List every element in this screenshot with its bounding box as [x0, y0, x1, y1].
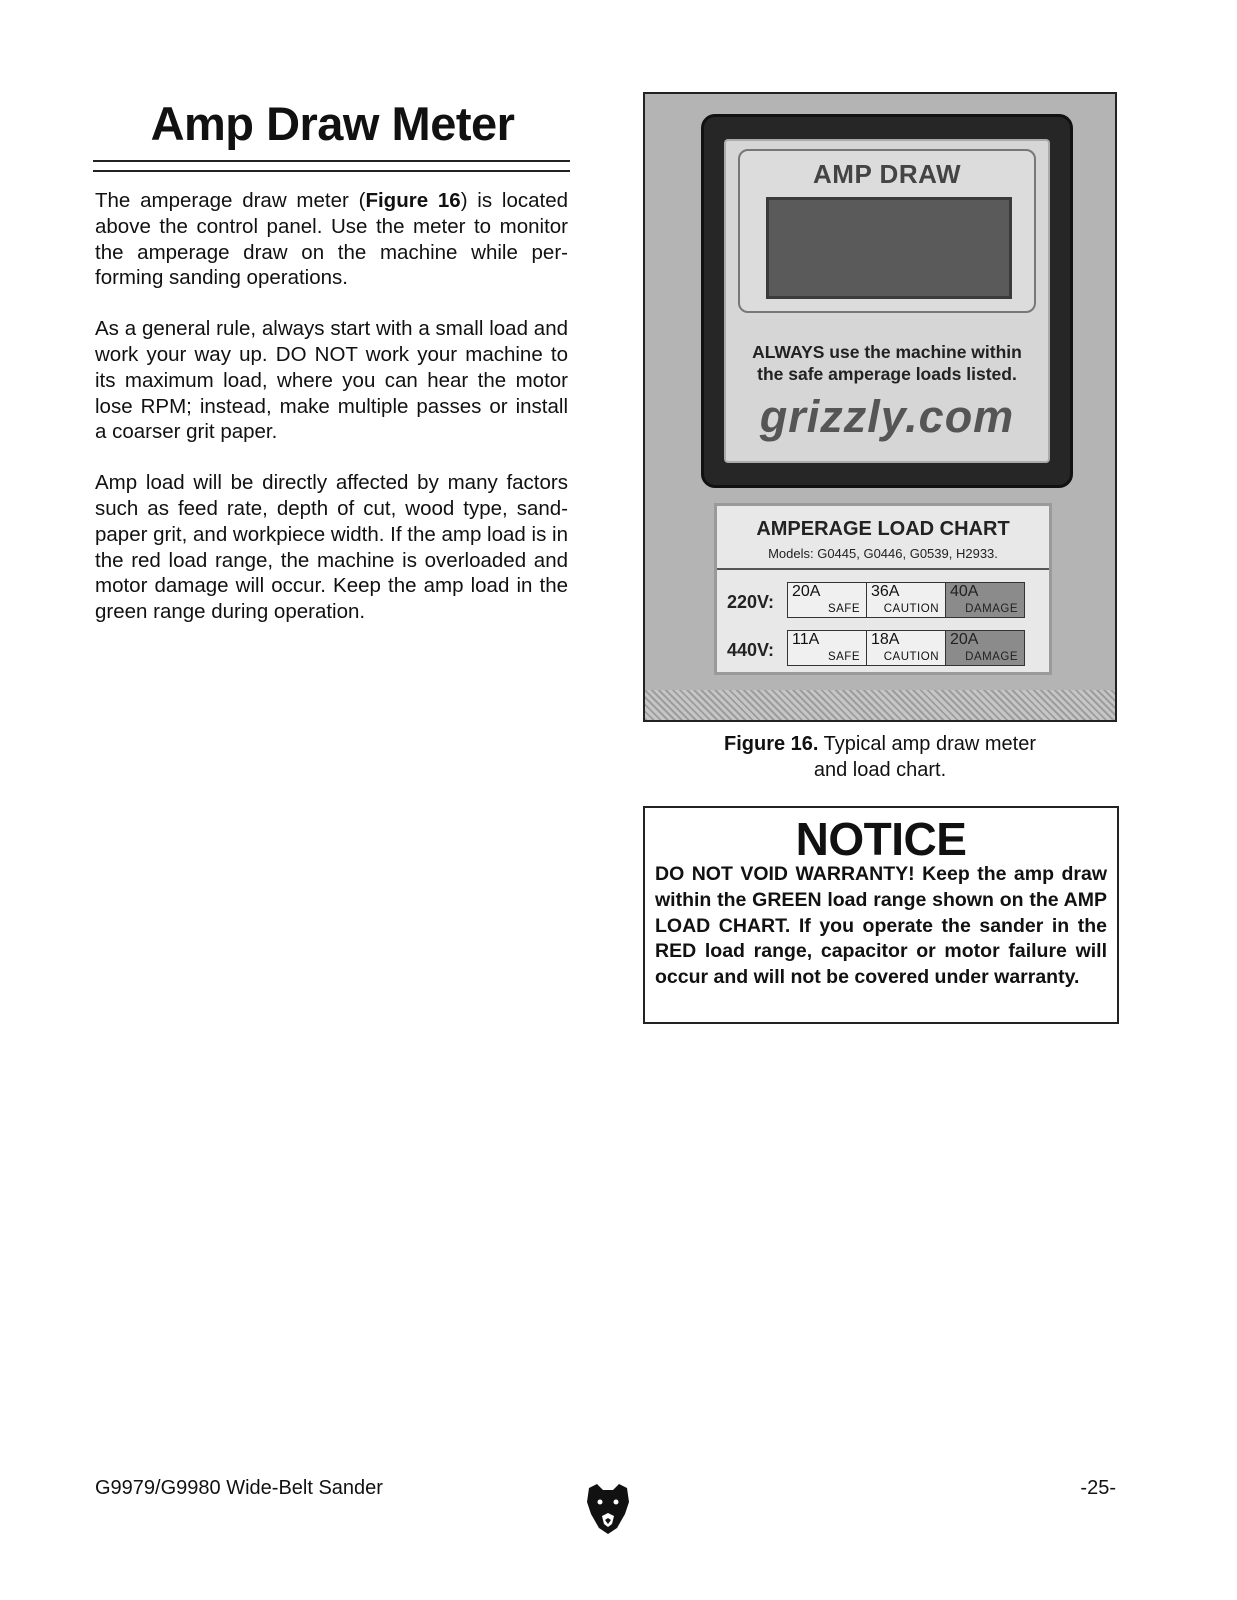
caption-label: Figure 16.: [724, 733, 819, 755]
title-rule-top: [93, 160, 570, 162]
amperage-load-chart: [714, 503, 1052, 675]
page-title: Amp Draw Meter: [150, 97, 515, 150]
chart-row-440v: [717, 630, 1049, 670]
load-level: SAFE: [827, 651, 860, 663]
page-number: -25-: [1080, 1477, 1116, 1499]
amp-value: 18A: [871, 631, 900, 648]
paragraph-1-start: The amperage draw meter (: [95, 189, 366, 212]
body-text: [95, 188, 568, 650]
meter-window: [738, 149, 1036, 313]
amp-meter-photo: [643, 92, 1117, 722]
chart-title: AMPERAGE LOAD CHART: [756, 518, 1010, 540]
paragraph-2: As a general rule, always start with a small load and work your way up. DO NOT work your machine to its maximum load, where you can hear the motor lose RPM; instead, make multiple passes or install a coarser grit paper.: [95, 317, 568, 444]
amp-value: 11A: [792, 631, 820, 648]
load-level: DAMAGE: [965, 651, 1018, 663]
meter-warning-line-2: the safe amperage loads listed.: [757, 364, 1017, 384]
load-cell-caution: [866, 630, 946, 666]
paragraph-3: Amp load will be directly affected by many factors such as feed rate, depth of cut, wood type, sand-paper grit, and workpiece width. If the amp load is in the red load range, the machine is overloaded and motor damage will occur. Keep the amp load in the green range during operation.: [95, 471, 568, 624]
load-level: CAUTION: [883, 603, 939, 615]
meter-display: [766, 197, 1012, 299]
notice-heading: NOTICE: [795, 813, 967, 865]
notice-box: [643, 806, 1119, 1024]
footer-manual-title: G9979/G9980 Wide-Belt Sander: [95, 1477, 383, 1499]
load-cell-caution: [866, 582, 946, 618]
chart-row-220v: [717, 582, 1049, 622]
notice-body: DO NOT VOID WARRANTY! Keep the amp draw within the GREEN load range shown on the AMP LOAD CHART. If you operate the sander in the RED load range, capacitor or motor failure will occur and will not be covered under warranty.: [655, 863, 1107, 989]
voltage-label: 440V:: [727, 640, 775, 660]
voltage-label: 220V:: [727, 592, 775, 612]
amp-value: 36A: [871, 583, 900, 600]
chart-models: Models: G0445, G0446, G0539, H2933.: [768, 546, 998, 561]
brand-logo-text: grizzly.com: [759, 391, 1015, 442]
chart-divider: [717, 568, 1049, 570]
figure-caption: [643, 731, 1117, 783]
load-cell-safe: [787, 582, 867, 618]
paragraph-1-end: ) is located above the control panel. Use the meter to monitor the amperage draw on the machine while per-forming sanding operations.: [95, 189, 568, 290]
meter-warning-line-1: ALWAYS use the machine within: [752, 342, 1022, 362]
load-level: CAUTION: [883, 651, 939, 663]
meter-bezel: [701, 114, 1073, 488]
amp-value: 40A: [950, 583, 979, 600]
caption-text-line-1: Typical amp draw meter: [818, 733, 1036, 755]
caption-text-line-2: and load chart.: [813, 759, 947, 781]
load-cell-damage: [945, 582, 1025, 618]
load-cell-safe: [787, 630, 867, 666]
paragraph-1: [95, 188, 568, 291]
meter-warning: [726, 341, 1048, 385]
meter-face: [724, 139, 1050, 463]
title-rule-bottom: [93, 170, 570, 172]
amp-value: 20A: [950, 631, 979, 648]
meter-label: AMP DRAW: [813, 159, 961, 189]
amp-value: 20A: [792, 583, 821, 600]
figure-reference: Figure 16: [365, 189, 461, 212]
load-cell-damage: [945, 630, 1025, 666]
load-level: DAMAGE: [965, 603, 1018, 615]
textured-surface: [645, 690, 1115, 720]
load-level: SAFE: [827, 603, 860, 615]
bear-head-icon: [583, 1480, 633, 1536]
